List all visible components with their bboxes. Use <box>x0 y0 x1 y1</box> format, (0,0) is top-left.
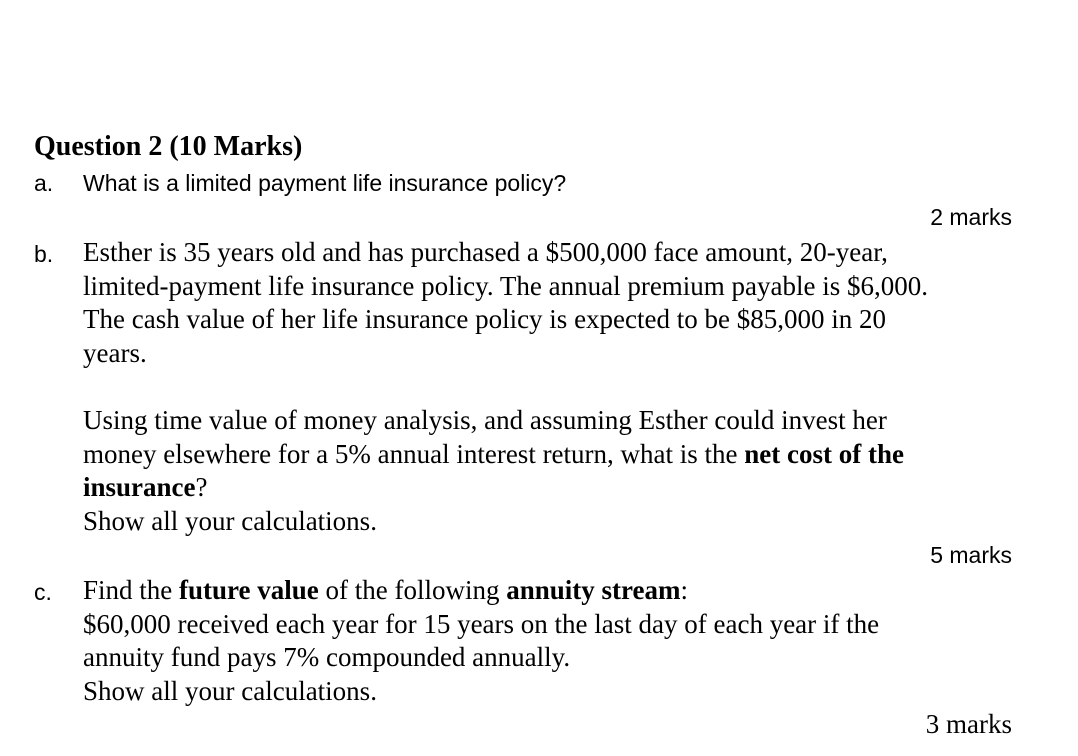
part-c-line-3: annuity fund pays 7% compounded annually. <box>83 642 571 673</box>
insurance-emphasis: insurance <box>83 472 196 503</box>
part-a-marker: a. <box>34 170 54 196</box>
part-b-p2-line-2 <box>83 438 1043 472</box>
part-b-line-1: Esther is 35 years old and has purchased a $500,000 face amount, 20-year, <box>83 237 888 267</box>
part-b-p2-line-4: Show all your calculations. <box>83 506 377 537</box>
part-a-marks: 2 marks <box>930 204 1012 230</box>
part-b-line-4: years. <box>83 338 147 369</box>
part-b-line-2: limited-payment life insurance policy. The annual premium payable is $6,000. <box>83 270 929 301</box>
annuity-stream-emphasis: annuity stream <box>506 575 681 605</box>
part-b-line-3: The cash value of her life insurance policy is expected to be $85,000 in 20 <box>83 304 886 335</box>
part-c-paragraph <box>83 574 1043 709</box>
part-b-p2-line-2-text: money elsewhere for a 5% annual interest return, what is the <box>83 438 745 469</box>
part-b-marks: 5 marks <box>930 542 1012 568</box>
part-b-p2-line-3 <box>83 471 1043 505</box>
part-b-marker: b. <box>34 241 54 267</box>
part-b-p2-line-1: Using time value of money analysis, and assuming Esther could invest her <box>83 405 887 435</box>
part-c-line-2: $60,000 received each year for 15 years on the last day of each year if the <box>83 608 880 639</box>
question-title: Question 2 (10 Marks) <box>34 131 303 162</box>
part-a-question: What is a limited payment life insurance policy? <box>83 170 567 196</box>
part-b-paragraph-2 <box>83 404 1043 539</box>
question-mark: ? <box>195 472 208 503</box>
part-c-line-4: Show all your calculations. <box>83 676 377 707</box>
part-c-line-1-e: : <box>680 575 689 605</box>
part-b-paragraph-1 <box>83 236 1043 371</box>
part-c-marker: c. <box>34 579 52 605</box>
net-cost-emphasis: net cost of the <box>744 438 904 469</box>
part-c-line-1-c: of the following <box>318 575 507 605</box>
part-c-line-1-a: Find the <box>83 575 180 605</box>
part-c-marks: 3 marks <box>925 709 1012 739</box>
future-value-emphasis: future value <box>179 575 319 605</box>
part-c-line-1 <box>83 574 1043 608</box>
